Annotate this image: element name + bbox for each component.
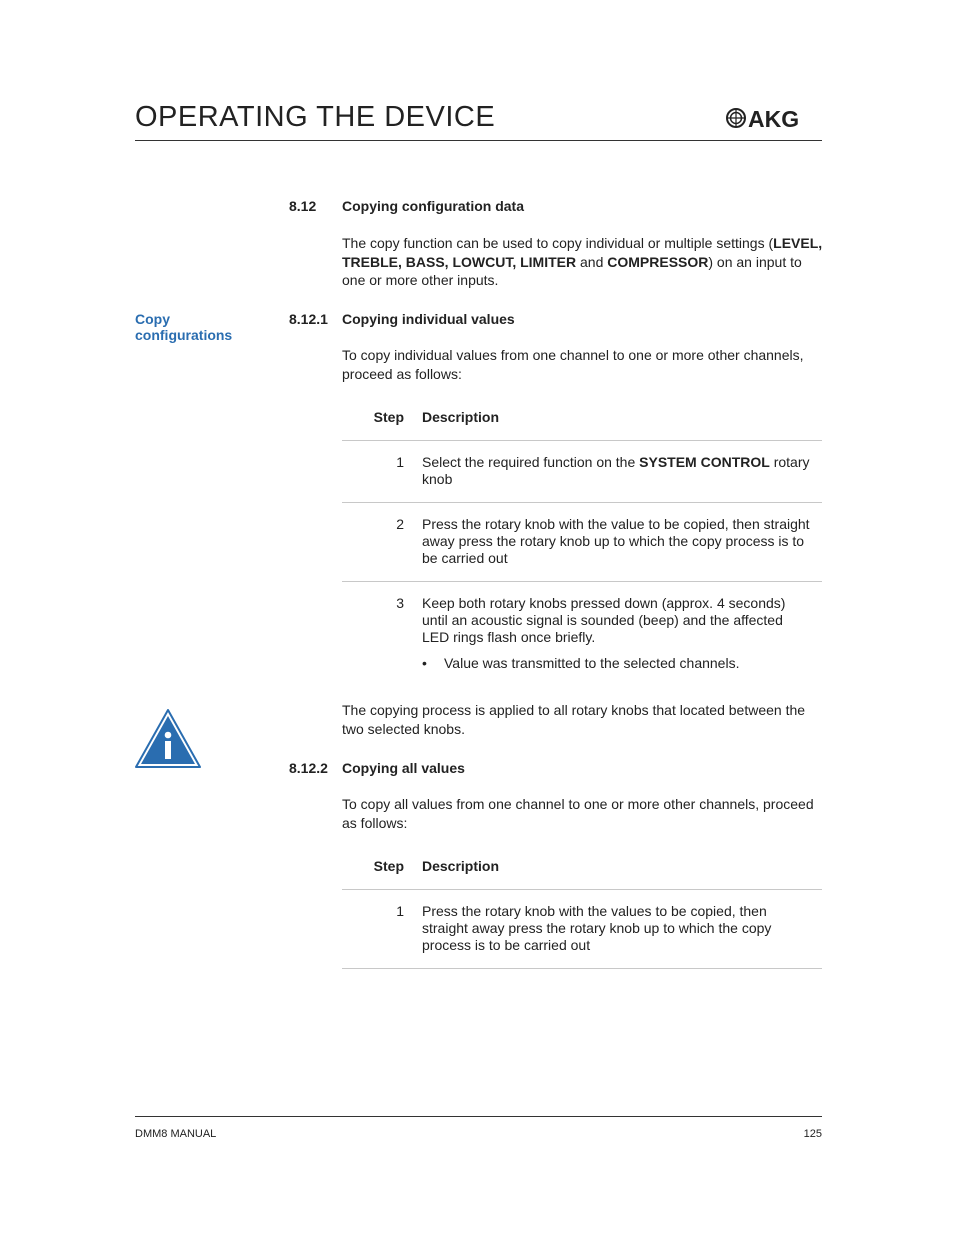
- page-title: OPERATING THE DEVICE: [135, 101, 496, 133]
- section-title: Copying configuration data: [342, 198, 524, 214]
- step-number: 2: [396, 516, 404, 532]
- svg-text:AKG: AKG: [748, 106, 800, 130]
- akg-logo-icon: [726, 106, 824, 130]
- section-intro: The copy function can be used to copy individual or multiple settings (LEVEL, TREBLE, BASS, LOWCUT, LIMITER and COMPRESSOR) on an input to one or more other inputs.: [342, 235, 823, 288]
- header-rule: [135, 140, 822, 141]
- subsection-number: 8.12.2: [289, 760, 328, 776]
- bullet-item: • Value was transmitted to the selected channels.: [422, 655, 740, 671]
- table-header-description: Description: [422, 409, 500, 425]
- step-description: Select the required function on the SYSTEM CONTROL rotary knob: [422, 454, 810, 487]
- subsection-intro: To copy all values from one channel to one or more other channels, proceed as follows:: [342, 796, 814, 831]
- akg-logo: [726, 106, 824, 130]
- section-number: 8.12: [289, 198, 317, 214]
- step-description: Press the rotary knob with the value to be copied, then straight away press the rotary knob up to which the copy process is to be carried out: [422, 516, 810, 566]
- info-icon: [134, 708, 202, 770]
- sidebar-heading: Copy configurations: [135, 311, 233, 343]
- table-divider: [342, 440, 822, 441]
- subsection-number: 8.12.1: [289, 311, 328, 327]
- page-number: 125: [803, 1128, 822, 1140]
- step-number: 3: [396, 595, 404, 611]
- info-note: The copying process is applied to all rotary knobs that located between the two selected knobs.: [342, 702, 806, 737]
- subsection-intro: To copy individual values from one channel to one or more other channels, proceed as follows:: [342, 347, 804, 382]
- table-divider: [342, 581, 822, 582]
- subsection-title: Copying individual values: [342, 311, 515, 327]
- step-description: Keep both rotary knobs pressed down (approx. 4 seconds) until an acoustic signal is sounded (beep) and the affected LED rings flash once briefly.: [422, 595, 786, 645]
- table-divider: [342, 968, 822, 969]
- table-header-step: Step: [373, 858, 404, 874]
- table-divider: [342, 889, 822, 890]
- step-description: Press the rotary knob with the values to be copied, then straight away press the rotary knob up to which the copy process is to be carried out: [422, 903, 772, 953]
- step-number: 1: [396, 454, 404, 470]
- table-divider: [342, 502, 822, 503]
- subsection-title: Copying all values: [342, 760, 465, 776]
- table-header-step: Step: [373, 409, 404, 425]
- footer-manual-name: DMM8 MANUAL: [135, 1128, 217, 1140]
- table-header-description: Description: [422, 858, 500, 874]
- footer-rule: [135, 1116, 822, 1117]
- bullet-dot-icon: •: [422, 655, 427, 671]
- step-number: 1: [396, 903, 404, 919]
